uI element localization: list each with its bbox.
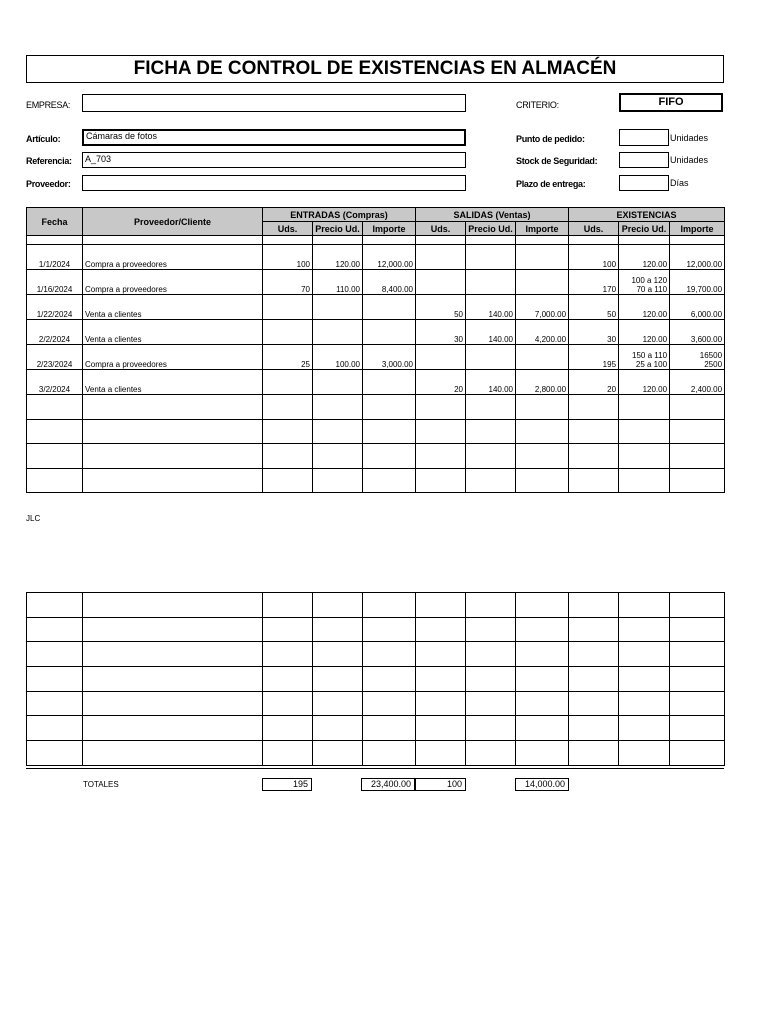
empty-cell bbox=[363, 741, 416, 766]
empty-cell bbox=[619, 667, 670, 692]
cell-existencias-importe: 2,400.00 bbox=[670, 370, 725, 395]
empty-cell bbox=[569, 741, 619, 766]
empty-cell bbox=[466, 716, 516, 741]
cell-proveedor: Venta a clientes bbox=[83, 320, 263, 345]
double-rule bbox=[26, 768, 724, 769]
cell-proveedor: Venta a clientes bbox=[83, 370, 263, 395]
col-proveedor-header: Proveedor/Cliente bbox=[83, 208, 263, 236]
empty-cell bbox=[670, 741, 725, 766]
table-row bbox=[27, 270, 725, 295]
sub-precio-header: Precio Ud. bbox=[313, 222, 363, 236]
cell-entradas-importe bbox=[363, 370, 416, 395]
table-row bbox=[27, 370, 725, 395]
sub-precio-header: Precio Ud. bbox=[619, 222, 670, 236]
table-row bbox=[27, 617, 725, 642]
referencia-field[interactable]: A_703 bbox=[82, 152, 466, 168]
empty-cell bbox=[416, 642, 466, 667]
empty-cell bbox=[416, 593, 466, 618]
empty-cell bbox=[313, 593, 363, 618]
table-row bbox=[27, 345, 725, 370]
empty-cell bbox=[670, 419, 725, 444]
table-row bbox=[27, 295, 725, 320]
empty-cell bbox=[619, 395, 670, 420]
punto-pedido-unit: Unidades bbox=[670, 133, 709, 143]
table-row bbox=[27, 444, 725, 469]
cell-entradas-precio: 120.00 bbox=[313, 245, 363, 270]
empty-cell bbox=[569, 642, 619, 667]
cell-fecha: 2/23/2024 bbox=[27, 345, 83, 370]
articulo-field[interactable]: Cámaras de fotos bbox=[82, 129, 466, 146]
articulo-label: Artículo: bbox=[26, 134, 61, 144]
sub-importe-header: Importe bbox=[670, 222, 725, 236]
cell-salidas-precio bbox=[466, 270, 516, 295]
criterio-label: CRITERIO: bbox=[516, 100, 559, 110]
empty-cell bbox=[416, 419, 466, 444]
table-body bbox=[27, 236, 725, 493]
cell-salidas-importe: 4,200.00 bbox=[516, 320, 569, 345]
cell-proveedor: Venta a clientes bbox=[83, 295, 263, 320]
empty-cell bbox=[466, 395, 516, 420]
empty-cell bbox=[670, 617, 725, 642]
table-row bbox=[27, 419, 725, 444]
empty-cell bbox=[569, 667, 619, 692]
cell-salidas-importe bbox=[516, 345, 569, 370]
totals-label: TOTALES bbox=[83, 780, 119, 789]
empty-cell bbox=[466, 468, 516, 493]
empty-cell bbox=[27, 468, 83, 493]
empty-cell bbox=[363, 716, 416, 741]
empty-cell bbox=[569, 716, 619, 741]
empty-cell bbox=[27, 741, 83, 766]
cell-existencias-uds: 20 bbox=[569, 370, 619, 395]
table-row bbox=[27, 395, 725, 420]
empty-cell bbox=[27, 444, 83, 469]
total-entradas-uds: 195 bbox=[262, 778, 312, 791]
empty-cell bbox=[363, 617, 416, 642]
stock-seguridad-unit: Unidades bbox=[670, 155, 709, 165]
cell-fecha: 2/2/2024 bbox=[27, 320, 83, 345]
empty-cell bbox=[670, 395, 725, 420]
cell-salidas-precio bbox=[466, 245, 516, 270]
empty-cell bbox=[313, 444, 363, 469]
empty-cell bbox=[670, 716, 725, 741]
empty-cell bbox=[670, 667, 725, 692]
empty-cell bbox=[466, 691, 516, 716]
empty-cell bbox=[516, 395, 569, 420]
cell-proveedor: Compra a proveedores bbox=[83, 345, 263, 370]
cell-entradas-uds: 70 bbox=[263, 270, 313, 295]
empty-cell bbox=[83, 617, 263, 642]
empty-cell bbox=[363, 419, 416, 444]
empty-cell bbox=[619, 642, 670, 667]
cell-existencias-precio: 120.00 bbox=[619, 370, 670, 395]
cell-proveedor: Compra a proveedores bbox=[83, 245, 263, 270]
table-row bbox=[27, 245, 725, 270]
sub-precio-header: Precio Ud. bbox=[466, 222, 516, 236]
cell-existencias-precio: 120.00 bbox=[619, 320, 670, 345]
cell-existencias-uds: 195 bbox=[569, 345, 619, 370]
continuation-table bbox=[26, 592, 725, 766]
empty-cell bbox=[670, 593, 725, 618]
cell-entradas-precio: 100.00 bbox=[313, 345, 363, 370]
empty-cell bbox=[416, 716, 466, 741]
cell-salidas-precio: 140.00 bbox=[466, 320, 516, 345]
empty-cell bbox=[263, 468, 313, 493]
table-row bbox=[27, 593, 725, 618]
empty-cell bbox=[363, 444, 416, 469]
empty-cell bbox=[313, 419, 363, 444]
cell-existencias-precio: 120.00 bbox=[619, 245, 670, 270]
cell-entradas-importe: 12,000.00 bbox=[363, 245, 416, 270]
cell-salidas-importe: 7,000.00 bbox=[516, 295, 569, 320]
empty-cell bbox=[363, 468, 416, 493]
cell-fecha: 1/1/2024 bbox=[27, 245, 83, 270]
empty-cell bbox=[416, 468, 466, 493]
sub-importe-header: Importe bbox=[363, 222, 416, 236]
table-row bbox=[27, 667, 725, 692]
cell-entradas-precio: 110.00 bbox=[313, 270, 363, 295]
entradas-header: ENTRADAS (Compras) bbox=[263, 208, 416, 222]
empty-cell bbox=[619, 593, 670, 618]
cell-existencias-precio: 120.00 bbox=[619, 295, 670, 320]
stock-seguridad-field[interactable] bbox=[619, 152, 669, 168]
empty-cell bbox=[313, 716, 363, 741]
empty-cell bbox=[27, 716, 83, 741]
cell-salidas-precio bbox=[466, 345, 516, 370]
cell-salidas-uds bbox=[416, 345, 466, 370]
empty-cell bbox=[569, 691, 619, 716]
cell-entradas-uds: 100 bbox=[263, 245, 313, 270]
empty-cell bbox=[516, 593, 569, 618]
empty-cell bbox=[516, 444, 569, 469]
cell-entradas-uds bbox=[263, 295, 313, 320]
total-salidas-uds: 100 bbox=[415, 778, 466, 791]
empty-cell bbox=[416, 444, 466, 469]
empty-cell bbox=[27, 419, 83, 444]
empty-cell bbox=[263, 419, 313, 444]
table-row bbox=[27, 468, 725, 493]
empty-cell bbox=[313, 468, 363, 493]
empty-cell bbox=[416, 691, 466, 716]
empty-cell bbox=[416, 395, 466, 420]
cell-salidas-uds: 30 bbox=[416, 320, 466, 345]
empty-cell bbox=[83, 691, 263, 716]
cell-entradas-importe: 3,000.00 bbox=[363, 345, 416, 370]
empty-cell bbox=[670, 444, 725, 469]
empty-cell bbox=[313, 691, 363, 716]
empty-cell bbox=[619, 419, 670, 444]
empty-cell bbox=[27, 617, 83, 642]
punto-pedido-label: Punto de pedido: bbox=[516, 134, 585, 144]
page-title: FICHA DE CONTROL DE EXISTENCIAS EN ALMACÉN bbox=[26, 55, 724, 83]
empty-cell bbox=[83, 468, 263, 493]
empty-cell bbox=[466, 419, 516, 444]
existencias-header: EXISTENCIAS bbox=[569, 208, 725, 222]
plazo-entrega-label: Plazo de entrega: bbox=[516, 179, 586, 189]
empty-cell bbox=[569, 617, 619, 642]
empty-cell bbox=[516, 617, 569, 642]
empty-cell bbox=[27, 642, 83, 667]
plazo-entrega-field[interactable] bbox=[619, 175, 669, 191]
cell-existencias-uds: 30 bbox=[569, 320, 619, 345]
cell-proveedor: Compra a proveedores bbox=[83, 270, 263, 295]
cell-existencias-importe: 6,000.00 bbox=[670, 295, 725, 320]
empty-cell bbox=[27, 593, 83, 618]
empty-cell bbox=[263, 691, 313, 716]
empty-cell bbox=[466, 667, 516, 692]
empty-cell bbox=[363, 691, 416, 716]
empty-cell bbox=[27, 667, 83, 692]
cell-salidas-uds bbox=[416, 245, 466, 270]
empty-cell bbox=[313, 617, 363, 642]
empty-cell bbox=[466, 642, 516, 667]
empty-cell bbox=[619, 716, 670, 741]
total-entradas-importe: 23,400.00 bbox=[361, 778, 415, 791]
empty-cell bbox=[416, 667, 466, 692]
total-salidas-importe: 14,000.00 bbox=[515, 778, 569, 791]
empty-cell bbox=[83, 444, 263, 469]
salidas-header: SALIDAS (Ventas) bbox=[416, 208, 569, 222]
empty-cell bbox=[466, 593, 516, 618]
cell-entradas-uds: 25 bbox=[263, 345, 313, 370]
table-row bbox=[27, 716, 725, 741]
empty-cell bbox=[619, 468, 670, 493]
referencia-label: Referencia: bbox=[26, 156, 72, 166]
cell-existencias-uds: 170 bbox=[569, 270, 619, 295]
empty-cell bbox=[569, 419, 619, 444]
cell-fecha: 1/16/2024 bbox=[27, 270, 83, 295]
sub-uds-header: Uds. bbox=[263, 222, 313, 236]
cell-salidas-uds: 20 bbox=[416, 370, 466, 395]
empty-cell bbox=[516, 468, 569, 493]
empty-cell bbox=[569, 395, 619, 420]
empty-cell bbox=[27, 691, 83, 716]
empty-cell bbox=[670, 691, 725, 716]
cell-salidas-uds: 50 bbox=[416, 295, 466, 320]
sub-uds-header: Uds. bbox=[416, 222, 466, 236]
inventory-table bbox=[26, 207, 725, 493]
empty-cell bbox=[313, 395, 363, 420]
punto-pedido-field[interactable] bbox=[619, 129, 669, 146]
cell-entradas-uds bbox=[263, 320, 313, 345]
empty-cell bbox=[263, 741, 313, 766]
empty-cell bbox=[83, 593, 263, 618]
empty-cell bbox=[363, 642, 416, 667]
stock-seguridad-label: Stock de Seguridad: bbox=[516, 156, 598, 166]
empty-cell bbox=[83, 419, 263, 444]
empty-cell bbox=[619, 444, 670, 469]
continuation-body bbox=[27, 593, 725, 766]
footer-note: JLC bbox=[26, 514, 41, 523]
cell-fecha: 1/22/2024 bbox=[27, 295, 83, 320]
cell-entradas-importe bbox=[363, 295, 416, 320]
empty-cell bbox=[466, 741, 516, 766]
cell-salidas-precio: 140.00 bbox=[466, 370, 516, 395]
empty-cell bbox=[263, 716, 313, 741]
empty-cell bbox=[619, 691, 670, 716]
empty-cell bbox=[313, 667, 363, 692]
empty-cell bbox=[516, 642, 569, 667]
empty-cell bbox=[670, 642, 725, 667]
empty-cell bbox=[569, 444, 619, 469]
empty-cell bbox=[363, 667, 416, 692]
empty-cell bbox=[263, 444, 313, 469]
cell-entradas-importe: 8,400.00 bbox=[363, 270, 416, 295]
empty-cell bbox=[313, 642, 363, 667]
cell-entradas-precio bbox=[313, 295, 363, 320]
cell-existencias-uds: 50 bbox=[569, 295, 619, 320]
proveedor-label: Proveedor: bbox=[26, 179, 71, 189]
cell-salidas-importe: 2,800.00 bbox=[516, 370, 569, 395]
empresa-label: EMPRESA: bbox=[26, 100, 71, 110]
empty-cell bbox=[263, 642, 313, 667]
table-row bbox=[27, 642, 725, 667]
empty-cell bbox=[569, 593, 619, 618]
sub-importe-header: Importe bbox=[516, 222, 569, 236]
cell-existencias-importe: 16500 2500 bbox=[670, 345, 725, 370]
plazo-entrega-unit: Días bbox=[670, 178, 689, 188]
cell-entradas-uds bbox=[263, 370, 313, 395]
empty-cell bbox=[466, 617, 516, 642]
empty-cell bbox=[313, 741, 363, 766]
empty-cell bbox=[83, 741, 263, 766]
cell-entradas-precio bbox=[313, 320, 363, 345]
cell-fecha: 3/2/2024 bbox=[27, 370, 83, 395]
cell-existencias-precio: 100 a 120 70 a 110 bbox=[619, 270, 670, 295]
empty-cell bbox=[516, 691, 569, 716]
empty-cell bbox=[83, 667, 263, 692]
cell-entradas-importe bbox=[363, 320, 416, 345]
cell-existencias-importe: 12,000.00 bbox=[670, 245, 725, 270]
col-fecha-header: Fecha bbox=[27, 208, 83, 236]
sub-uds-header: Uds. bbox=[569, 222, 619, 236]
empty-cell bbox=[466, 444, 516, 469]
table-row bbox=[27, 691, 725, 716]
empty-cell bbox=[516, 716, 569, 741]
empty-cell bbox=[416, 741, 466, 766]
empty-cell bbox=[569, 468, 619, 493]
cell-salidas-uds bbox=[416, 270, 466, 295]
table-row bbox=[27, 320, 725, 345]
cell-existencias-importe: 3,600.00 bbox=[670, 320, 725, 345]
empty-cell bbox=[263, 667, 313, 692]
criterio-field[interactable]: FIFO bbox=[619, 93, 723, 112]
empty-cell bbox=[263, 395, 313, 420]
empty-cell bbox=[516, 741, 569, 766]
empty-cell bbox=[83, 395, 263, 420]
empty-cell bbox=[83, 716, 263, 741]
cell-existencias-uds: 100 bbox=[569, 245, 619, 270]
cell-salidas-importe bbox=[516, 270, 569, 295]
cell-existencias-importe: 19,700.00 bbox=[670, 270, 725, 295]
empty-cell bbox=[416, 617, 466, 642]
empresa-field[interactable] bbox=[82, 94, 466, 112]
cell-entradas-precio bbox=[313, 370, 363, 395]
empty-cell bbox=[363, 593, 416, 618]
proveedor-field[interactable] bbox=[82, 175, 466, 191]
cell-existencias-precio: 150 a 110 25 a 100 bbox=[619, 345, 670, 370]
empty-cell bbox=[619, 617, 670, 642]
table-row bbox=[27, 741, 725, 766]
empty-cell bbox=[83, 642, 263, 667]
cell-salidas-precio: 140.00 bbox=[466, 295, 516, 320]
empty-cell bbox=[363, 395, 416, 420]
empty-cell bbox=[263, 617, 313, 642]
empty-cell bbox=[516, 419, 569, 444]
empty-cell bbox=[27, 395, 83, 420]
empty-cell bbox=[516, 667, 569, 692]
empty-cell bbox=[263, 593, 313, 618]
empty-cell bbox=[670, 468, 725, 493]
cell-salidas-importe bbox=[516, 245, 569, 270]
empty-cell bbox=[619, 741, 670, 766]
